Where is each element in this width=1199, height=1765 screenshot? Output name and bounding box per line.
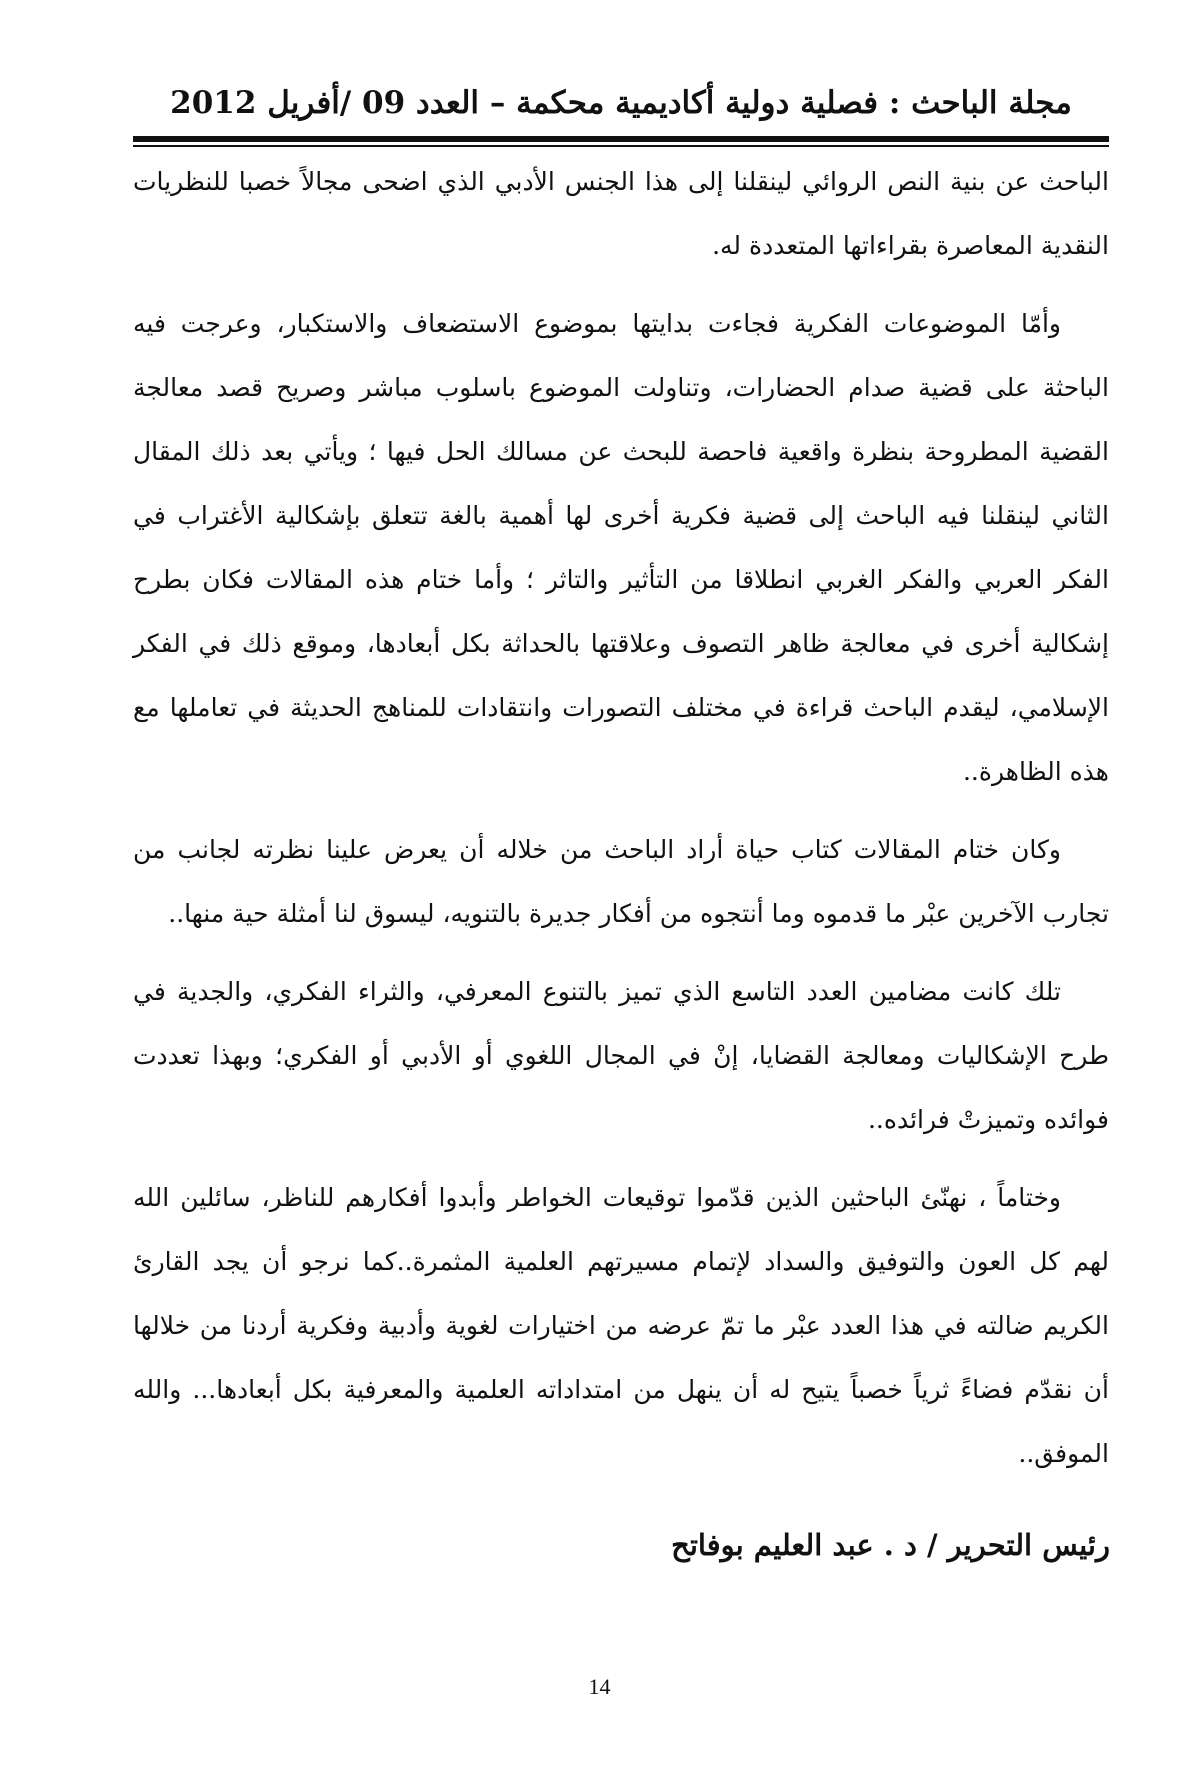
paragraph-continuation: الباحث عن بنية النص الروائي لينقلنا إلى هذا الجنس الأدبي الذي اضحى مجالاً خصبا للنظريات النقدية المعاصرة بقراءاتها المتعددة له.: [133, 167, 1109, 260]
page-number: 14: [588, 1674, 611, 1699]
header-rule-thin: [133, 145, 1109, 147]
paragraph-intellectual-topics: وأمّا الموضوعات الفكرية فجاءت بدايتها بموضوع الاستضعاف والاستكبار، وعرجت فيه الباحثة على قضية صدام الحضارات، وتناولت الموضوع باسلوب مباشر وصريح قصد معالجة القضية المطروحة بنظرة واقعية فاحصة للبحث عن مسالك الحل فيها ؛ ويأتي بعد ذلك المقال الثاني لينقلنا فيه الباحث إلى قضية فكرية أخرى لها أهمية بالغة تتعلق بإشكالية الأغتراب في الفكر العربي والفكر الغربي انطلاقا من التأثير والتاثر ؛ وأما ختام هذه المقالات فكان بطرح إشكالية أخرى في معالجة ظاهر التصوف وعلاقتها بالحداثة بكل أبعادها، وموقع ذلك في الفكر الإسلامي، ليقدم الباحث قراءة في مختلف التصورات وانتقادات للمناهج الحديثة في تعاملها مع هذه الظاهرة..: [133, 309, 1109, 786]
paragraph-conclusion: وختاماً ، نهنّئ الباحثين الذين قدّموا توقيعات الخواطر وأبدوا أفكارهم للناظر، سائلين الله لهم كل العون والتوفيق والسداد لإتمام مسيرتهم العلمية المثمرة..كما نرجو أن يجد القارئ الكريم ضالته في هذا العدد عبْر ما تمّ عرضه من اختيارات لغوية وأدبية وفكرية أردنا من خلالها أن نقدّم فضاءً ثرياً خصباً يتيح له أن ينهل من امتداداته العلمية والمعرفية بكل أبعادها... والله الموفق..: [133, 1183, 1109, 1468]
paragraph-issue-summary: تلك كانت مضامين العدد التاسع الذي تميز بالتنوع المعرفي، والثراء الفكري، والجدية في طرح الإشكاليات ومعالجة القضايا، إنْ في المجال اللغوي أو الأدبي أو الفكري؛ وبهذا تعددت فوائده وتميزتْ فرائده..: [133, 977, 1109, 1134]
header-rule-thick: [133, 136, 1109, 142]
journal-header-title: مجلة الباحث : فصلية دولية أكاديمية محكمة – العدد 09 /أفريل 2012: [170, 85, 1072, 121]
article-body: [133, 150, 1109, 1500]
paragraph-closing-articles: وكان ختام المقالات كتاب حياة أراد الباحث من خلاله أن يعرض علينا نظرته لجانب من تجارب الآخرين عبْر ما قدموه وما أنتجوه من أفكار جديرة بالتنويه، ليسوق لنا أمثلة حية منها..: [133, 835, 1109, 928]
editor-signature: رئيس التحرير / د . عبد العليم بوفاتح: [671, 1528, 1110, 1562]
